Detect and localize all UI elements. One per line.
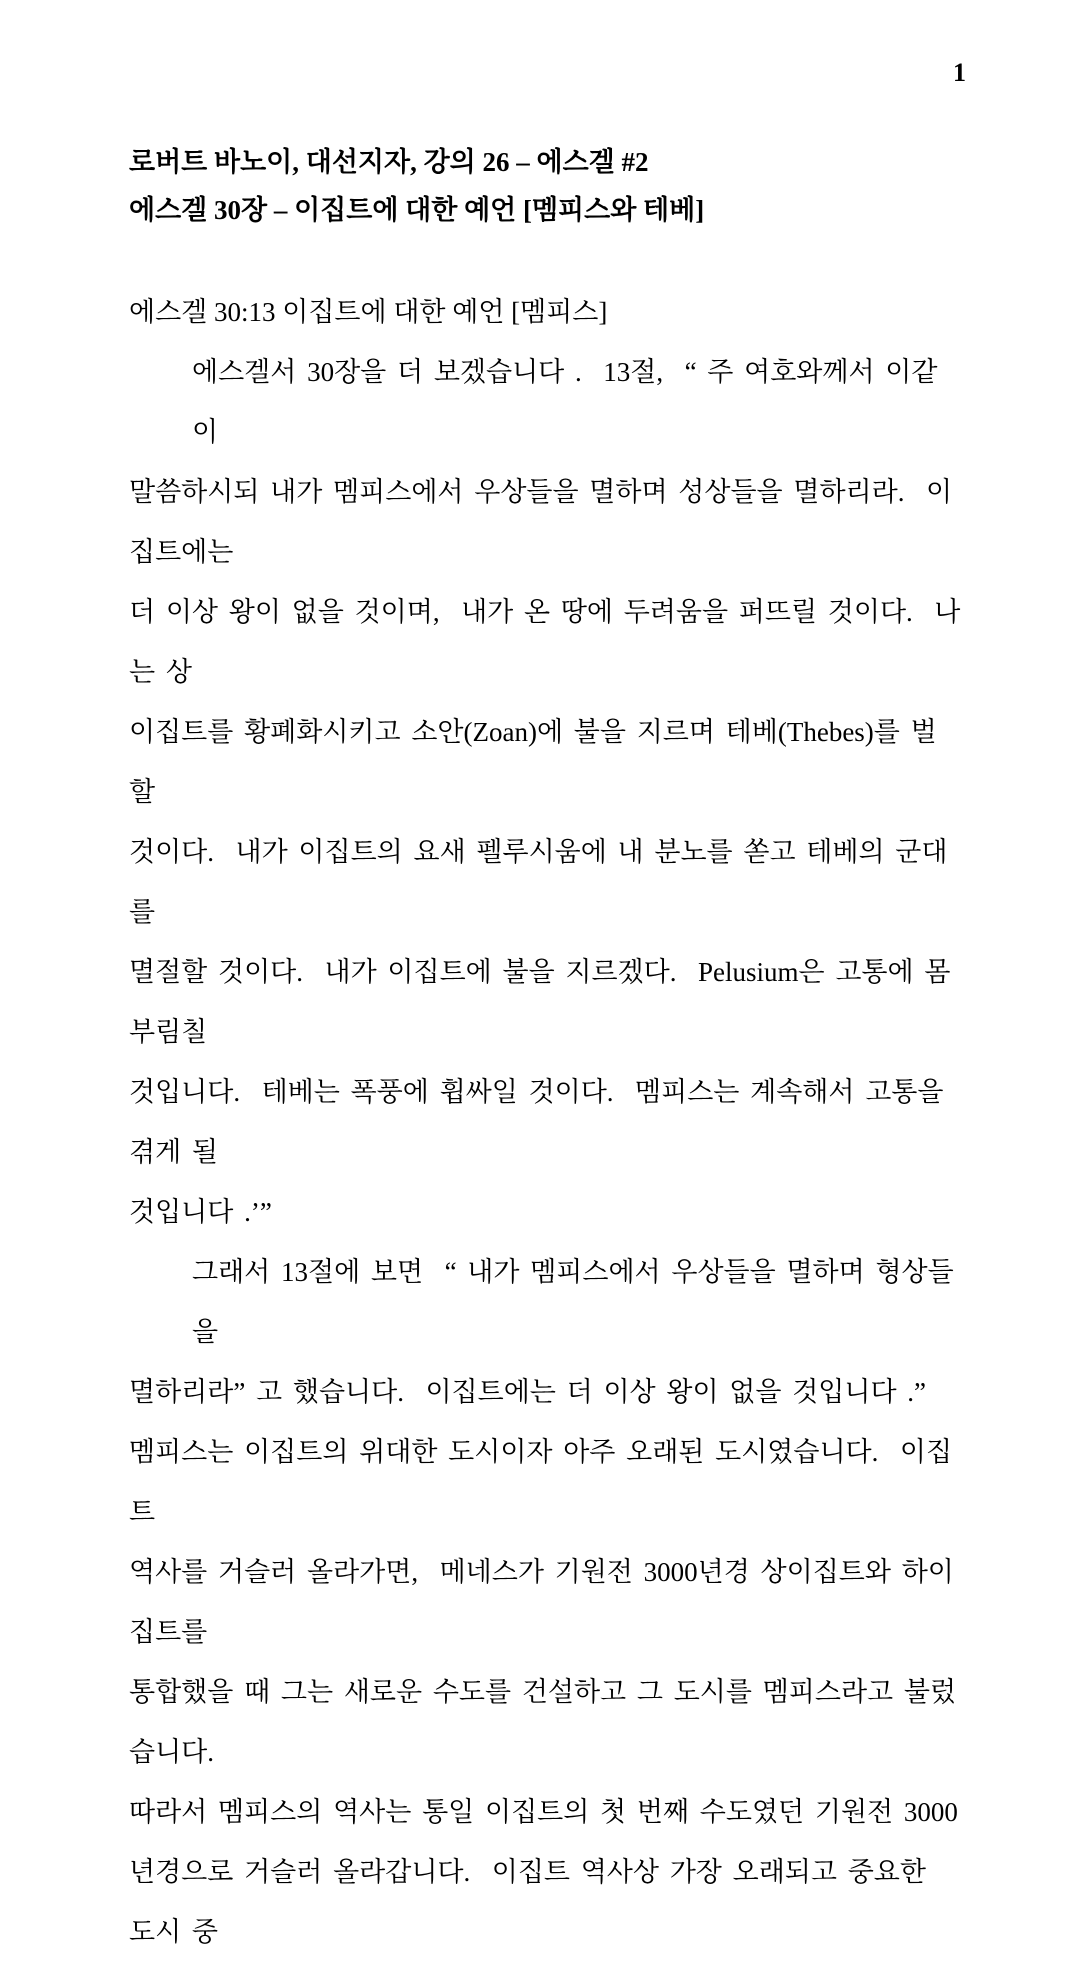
body-line: 더 이상 왕이 없을 것이며, 내가 온 땅에 두려움을 퍼뜨릴 것이다. 나는 상 (129, 597, 961, 687)
body-line: 그래서 13절에 보면 “ 내가 멤피스에서 우상들을 멸하며 형상들을 (192, 1257, 954, 1347)
page-number: 1 (953, 58, 966, 87)
document-title (129, 138, 962, 234)
body-line: 년경으로 거슬러 올라갑니다. 이집트 역사상 가장 오래되고 중요한 도시 중 (129, 1857, 937, 1947)
body-line: 에스겔서 30장을 더 보겠습니다 . 13절, “ 주 여호와께서 이같이 (192, 357, 938, 447)
body-line: 멤피스는 이집트의 위대한 도시이자 아주 오래된 도시였습니다. 이집트 (129, 1437, 953, 1527)
document-title-line1: 로버트 바노이, 대선지자, 강의 26 – 에스겔 #2 (129, 147, 649, 177)
section-heading: 에스겔 30:13 이집트에 대한 예언 [멤피스] (129, 297, 608, 327)
body-line: 것입니다. 테베는 폭풍에 휩싸일 것이다. 멤피스는 계속해서 고통을 겪게 될 (129, 1077, 955, 1167)
document-title-line2: 에스겔 30장 – 이집트에 대한 예언 [멤피스와 테베] (129, 195, 705, 225)
body-line: 따라서 멤피스의 역사는 통일 이집트의 첫 번째 수도였던 기원전 3000 (129, 1797, 958, 1827)
body-line: 것이다. 내가 이집트의 요새 펠루시움에 내 분노를 쏟고 테베의 군대를 (129, 837, 948, 927)
document-content (129, 138, 962, 1962)
body-line: 멸절할 것이다. 내가 이집트에 불을 지르겠다. Pelusium은 고통에 몸부림칠 (129, 957, 951, 1047)
body-line: 역사를 거슬러 올라가면, 메네스가 기원전 3000년경 상이집트와 하이집트를 (129, 1557, 954, 1647)
document-body (129, 342, 962, 1962)
body-line: 말씀하시되 내가 멤피스에서 우상들을 멸하며 성상들을 멸하리라. 이집트에는 (129, 477, 953, 567)
body-line: 통합했을 때 그는 새로운 수도를 건설하고 그 도시를 멤피스라고 불렀습니다. (129, 1677, 957, 1767)
body-line: 이집트를 황폐화시키고 소안(Zoan)에 불을 지르며 테베(Thebes)를 벌할 (129, 717, 937, 807)
body-line: 것입니다 .’” (129, 1197, 272, 1227)
body-line: 멸하리라” 고 했습니다. 이집트에는 더 이상 왕이 없을 것입니다 .” (129, 1377, 927, 1407)
